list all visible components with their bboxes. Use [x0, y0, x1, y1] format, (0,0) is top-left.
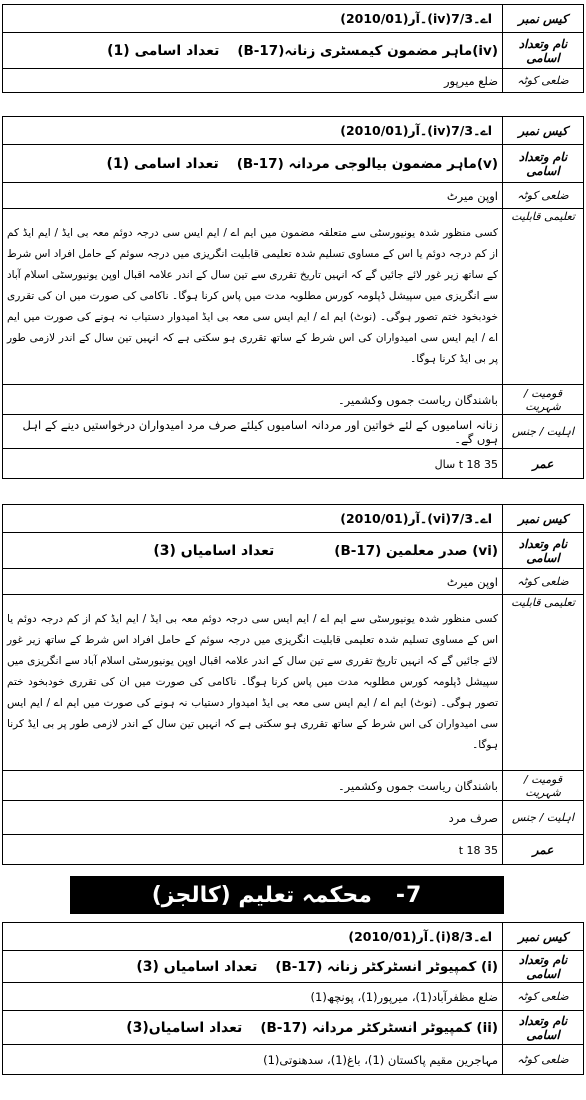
- domicile-label: قومیت / شہریت: [503, 385, 584, 415]
- district-value-2: مہاجرین مقیم پاکستان (1)، باغ(1)، سدھنوتی(1): [3, 1045, 503, 1075]
- post-title: (vi) صدر معلمین (B-17): [334, 542, 498, 559]
- banner-title: محکمہ تعلیم (کالجز): [151, 882, 372, 908]
- section-2-table: [2, 116, 584, 479]
- district-label: ضلعی کوٹہ: [503, 183, 584, 209]
- post-title: (iv)ماہر مضمون کیمسٹری زنانہ(B-17): [237, 42, 498, 59]
- post-name-label: نام وتعداد اسامی: [503, 951, 584, 983]
- post-name-label: نام وتعداد اسامی: [503, 1011, 584, 1045]
- gender-label: اہلیت / جنس: [503, 801, 584, 835]
- case-no-label: کیس نمبر: [503, 117, 584, 145]
- section-3-table: [2, 504, 584, 865]
- case-no-value: اے۔8/3(i)۔آر(2010/01): [348, 929, 492, 944]
- post-count: تعداد اسامی (1): [107, 42, 220, 59]
- gender-value: صرف مرد: [3, 801, 503, 835]
- case-no-label: کیس نمبر: [503, 5, 584, 33]
- age-label: عمر: [503, 835, 584, 865]
- department-banner: [70, 876, 504, 914]
- qualification-label: تعلیمی قابلیت: [503, 209, 584, 385]
- domicile-value: باشندگان ریاست جموں وکشمیر۔: [3, 385, 503, 415]
- post-count-2: تعداد اسامیاں(3): [126, 1019, 243, 1036]
- qualification-text: کسی منظور شدہ یونیورسٹی سے متعلقہ مضمون میں ایم اے / ایم ایس سی درجہ دوئم معہ بی ایڈ / ایم ایڈ کم از کم درجہ دوئم یا اس کے مساوی تسلیم شدہ تعلیمی قابلیت انگریزی میں درجہ سوئم کے حامل افراد اس شرط کے ساتھ زیر غور لائے جائیں گے کہ انہیں تاریخ تقرری سے تین سال کے اندر علامہ اقبال اوپن یونیورسٹی اسلام آباد سے انگریزی میں سپیشل ڈپلومہ کورس مطلوبہ مدت میں پاس کرنا ہوگا۔ ناکامی کی صورت میں ان کی تقرری خودبخود ختم تصور ہوگی۔ (نوٹ) ایم اے / ایم ایس سی معہ بی ایڈ امیدوار دستیاب نہ ہونے کی صورت میں ایم اے / ایم ایس سی امیدواران کی اس شرط کے ساتھ تقرری ہو سکتی ہے کہ انہیں تین سال کے اندر لازمی طور پر بی ایڈ کرنا ہوگا۔: [7, 227, 498, 365]
- age-label: عمر: [503, 449, 584, 479]
- domicile-value: باشندگان ریاست جموں وکشمیر۔: [3, 771, 503, 801]
- post-count: تعداد اسامی (1): [106, 155, 219, 172]
- banner-number: 7-: [395, 882, 423, 908]
- section-1-table: [2, 4, 584, 93]
- age-value: 35 t 18 سال: [434, 457, 498, 471]
- district-value-1: ضلع مظفرآباد(1)، میرپور(1)، پونچھ(1): [3, 983, 503, 1011]
- case-no-value: اے۔7/3(iv)۔آر(2010/01): [340, 11, 492, 26]
- gender-value: زنانہ اسامیوں کے لئے خواتین اور مردانہ اسامیوں کیلئے صرف مرد امیدواران درخواستیں دینے کے اہل ہوں گے۔: [3, 415, 503, 449]
- district-label: ضلعی کوٹہ: [503, 1045, 584, 1075]
- section-4-table: [2, 922, 584, 1075]
- case-no-label: کیس نمبر: [503, 505, 584, 533]
- post-title-1: (i) کمپیوٹر انسٹرکٹر زنانہ (B-17): [275, 958, 498, 975]
- post-name-label: نام وتعداد اسامی: [503, 533, 584, 569]
- post-name-label: نام وتعداد اسامی: [503, 33, 584, 69]
- post-count-1: تعداد اسامیاں (3): [136, 958, 258, 975]
- qualification-label: تعلیمی قابلیت: [503, 595, 584, 771]
- qualification-text: کسی منظور شدہ یونیورسٹی سے ایم اے / ایم ایس سی درجہ دوئم معہ بی ایڈ / ایم ایڈ کم از کم درجہ دوئم یا اس کے مساوی تسلیم شدہ تعلیمی قابلیت انگریزی میں درجہ سوئم کے حامل افراد اس شرط کے ساتھ زیر غور لائے جائیں گے کہ انہیں تاریخ تقرری سے تین سال کے اندر علامہ اقبال اوپن یونیورسٹی اسلام آباد سے انگریزی میں سپیشل ڈپلومہ کورس مطلوبہ مدت میں پاس کرنا ہوگا۔ ناکامی کی صورت میں ان کی تقرری خودبخود ختم تصور ہوگی۔ (نوٹ) ایم اے / ایم ایس سی معہ بی ایڈ امیدوار دستیاب نہ ہونے کی صورت میں ایم اے / ایم ایس سی امیدواران کی اس شرط کے ساتھ تقرری ہو سکتی ہے کہ انہیں تین سال کے اندر لازمی طور پر بی ایڈ کرنا ہوگا۔: [7, 613, 498, 751]
- domicile-label: قومیت / شہریت: [503, 771, 584, 801]
- district-value: اوپن میرٹ: [3, 569, 503, 595]
- age-value: 35 t 18: [458, 843, 498, 857]
- district-value: ضلع میرپور: [3, 69, 503, 93]
- post-title-2: (ii) کمپیوٹر انسٹرکٹر مردانہ (B-17): [260, 1019, 498, 1036]
- case-no-label: کیس نمبر: [503, 923, 584, 951]
- district-label: ضلعی کوٹہ: [503, 569, 584, 595]
- gender-label: اہلیت / جنس: [503, 415, 584, 449]
- district-label: ضلعی کوٹہ: [503, 69, 584, 93]
- post-count: تعداد اسامیاں (3): [153, 542, 275, 559]
- case-no-value: اے۔7/3(vi)۔آر(2010/01): [340, 511, 492, 526]
- post-name-label: نام وتعداد اسامی: [503, 145, 584, 183]
- post-title: (v)ماہر مضمون بیالوجی مردانہ (B-17): [236, 155, 498, 172]
- district-value: اوپن میرٹ: [3, 183, 503, 209]
- district-label: ضلعی کوٹہ: [503, 983, 584, 1011]
- case-no-value: اے۔7/3(iv)۔آر(2010/01): [340, 123, 492, 138]
